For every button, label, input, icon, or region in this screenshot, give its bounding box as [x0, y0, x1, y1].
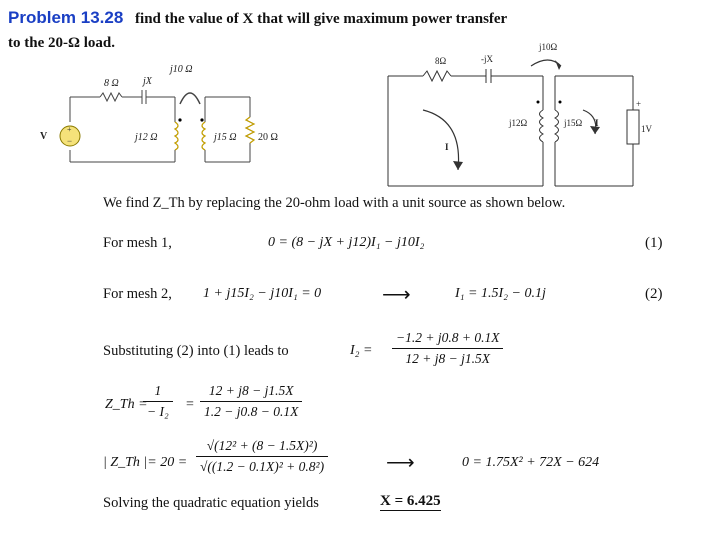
mesh2-result: I₁ = 1.5I₂ − 0.1j: [455, 286, 546, 301]
equation-number-2: (2): [645, 286, 663, 302]
problem-number: Problem 13.28: [8, 8, 124, 27]
svg-text:−: −: [67, 136, 73, 146]
zth-fraction-1: [143, 383, 173, 420]
coil-j12-2: [540, 110, 544, 142]
label-vs: V: [40, 131, 48, 142]
magnitude-lhs: | Z_Th |= 20 =: [103, 455, 188, 470]
label-jX: jX: [143, 76, 152, 87]
zth-f1-denominator: − I₂: [147, 404, 169, 419]
solution-intro: We find Z_Th by replacing the 20-ohm load with a unit source as shown below.: [103, 195, 566, 211]
zth-f2-numerator: 12 + j8 − j1.5X: [200, 383, 302, 402]
svg-text:+: +: [67, 125, 72, 134]
i2-denominator: 12 + j8 − j1.5X: [405, 351, 491, 366]
unit-voltage-source: [627, 110, 639, 144]
substitution-text: Substituting (2) into (1) leads to: [103, 343, 289, 359]
mesh2-label: For mesh 2,: [103, 286, 172, 302]
problem-text-line1: find the value of X that will give maximum power transfer: [135, 11, 508, 27]
final-text: Solving the quadratic equation yields: [103, 495, 319, 511]
label-20ohm: 20 Ω: [258, 132, 278, 143]
zth-f1-numerator: 1: [143, 383, 173, 402]
equation-number-1: (1): [645, 235, 663, 251]
label-j15: j15 Ω: [214, 132, 237, 143]
mesh1-label: For mesh 1,: [103, 235, 172, 251]
zth-f2-denominator: 1.2 − j0.8 − 0.1X: [204, 404, 299, 419]
label-j15-2: j15Ω: [564, 118, 583, 128]
i2-lhs: I₂ =: [350, 343, 373, 358]
label-minus-jX: -jX: [481, 54, 493, 64]
coil-j15-2: [555, 110, 559, 142]
magnitude-numerator: √(12² + (8 − 1.5X)²): [196, 438, 328, 457]
label-j10-2: j10Ω: [539, 42, 558, 52]
arrow-1: ⟶: [382, 284, 411, 306]
mesh1-equation: 0 = (8 − jX + j12)I₁ − j10I₂: [268, 235, 425, 250]
magnitude-denominator: √((1.2 − 0.1X)² + 0.8²): [200, 459, 325, 474]
magnitude-fraction: [196, 438, 328, 475]
i2-numerator: −1.2 + j0.8 + 0.1X: [392, 330, 503, 349]
zth-equals: =: [186, 397, 194, 412]
label-j10: j10 Ω: [170, 64, 193, 75]
label-j12-2: j12Ω: [509, 118, 528, 128]
label-8ohm: 8 Ω: [104, 78, 119, 89]
label-i2: I: [595, 118, 599, 128]
mesh2-equation: 1 + j15I₂ − j10I₁ = 0: [203, 286, 322, 301]
label-8ohm-2: 8Ω: [435, 56, 447, 66]
label-1V: 1V: [641, 124, 652, 134]
label-plus: +: [636, 99, 642, 109]
resistor-8ohm: [100, 93, 122, 101]
label-i1: I: [445, 142, 449, 152]
final-answer: X = 6.425: [380, 493, 441, 509]
label-j12: j12 Ω: [135, 132, 158, 143]
zth-lhs: Z_Th =: [105, 397, 148, 412]
problem-text-line2: to the 20-Ω load.: [8, 35, 116, 51]
resistor-8ohm-2: [423, 71, 451, 81]
i2-fraction: [392, 330, 503, 367]
quadratic-equation: 0 = 1.75X² + 72X − 624: [462, 455, 600, 470]
thevenin-circuit-diagram: [383, 40, 673, 190]
zth-fraction-2: [200, 383, 302, 420]
original-circuit-diagram: [30, 52, 320, 177]
arrow-2: ⟶: [386, 452, 415, 474]
